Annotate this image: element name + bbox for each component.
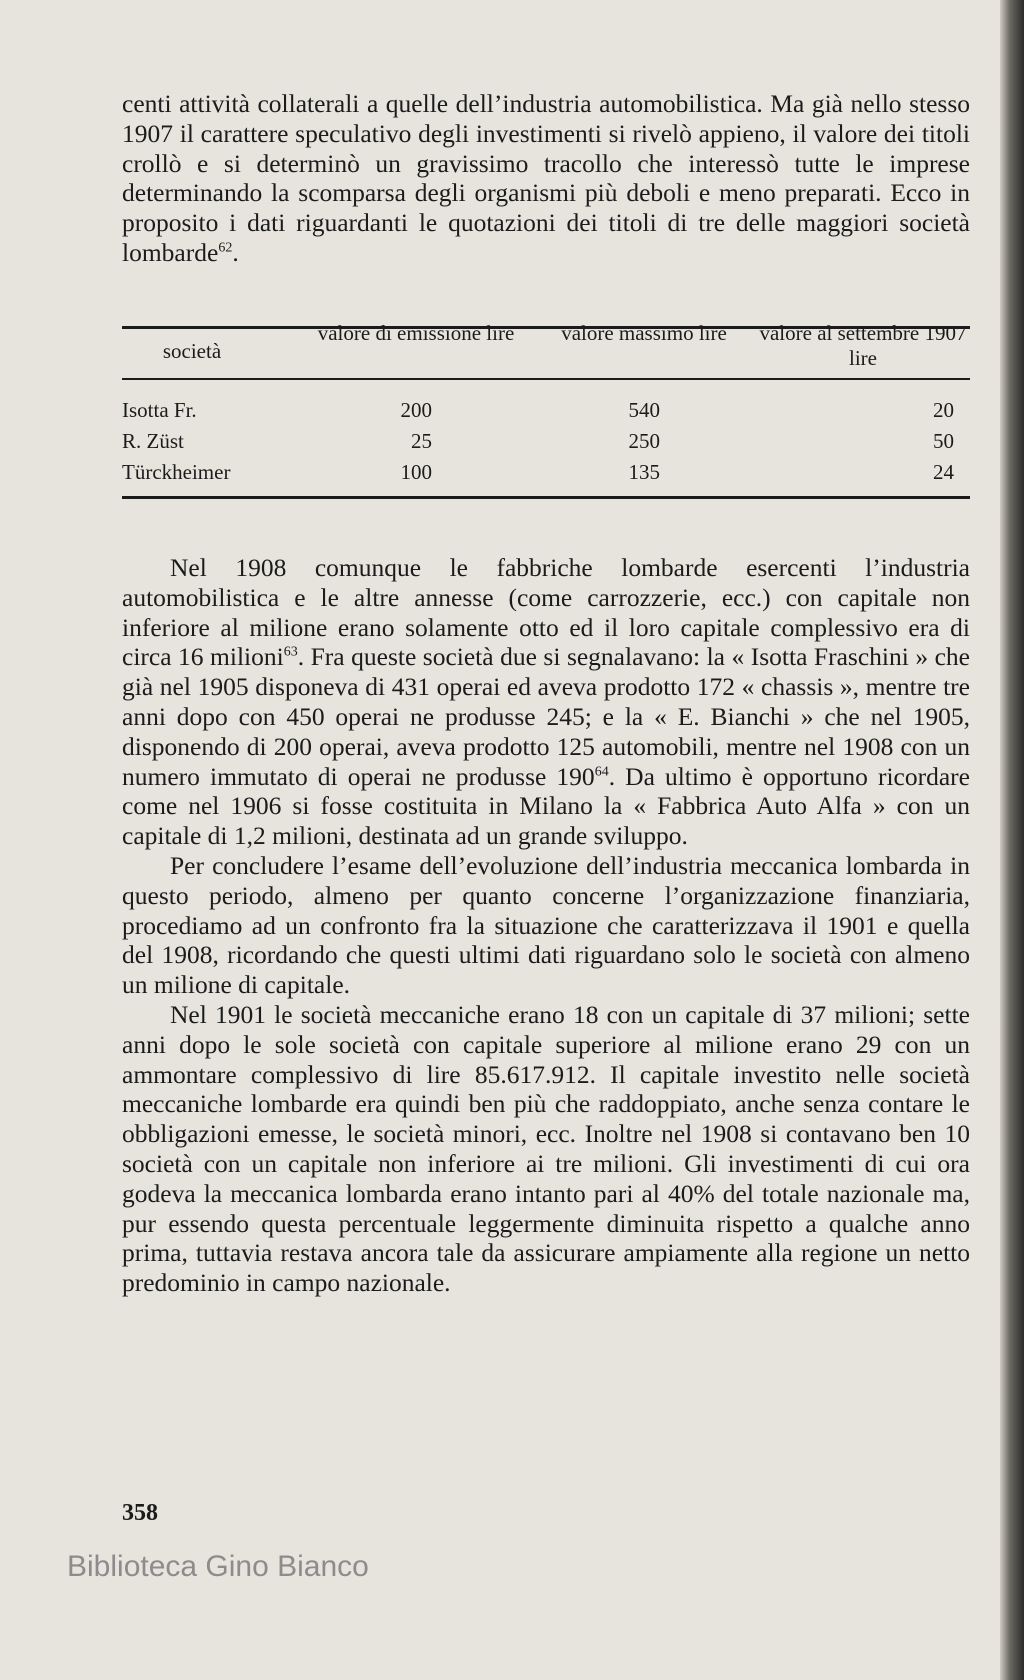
row-max: 135	[628, 460, 660, 484]
row-emission: 100	[400, 460, 432, 484]
table-header-rule	[122, 378, 970, 380]
paragraph-1-end: .	[232, 237, 239, 267]
paragraph-4: Nel 1901 le società meccaniche erano 18 con un capitale di 37 milioni; sette anni dopo le sole società con capitale superiore al milione erano 29 con un ammontare complessivo di lire 85.617.912. Il capitale investito nelle società meccaniche lombarde era quindi ben più che raddoppiato, anche senza contare le obbligazioni emesse, le società minori, ecc. Inoltre nel 1908 si contavano ben 10 società con un capitale non inferiore ai tre milioni. Gli investimenti di cui ora godeva la meccanica lombarda erano intanto pari al 40% del totale nazionale ma, pur essendo questa percentuale leggermente diminuita rispetto a qualche anno prima, tuttavia restava ancora tale da assicurare ampiamente alla regione un netto predominio in campo nazionale.	[122, 999, 970, 1298]
row-september: 20	[933, 398, 954, 422]
header-emission: valore di emissione lire	[317, 321, 515, 345]
row-emission: 200	[400, 398, 432, 422]
header-september: valore al settembre 1907 lire	[759, 321, 967, 370]
header-company: società	[162, 339, 222, 363]
page-edge-shadow	[1000, 0, 1024, 1680]
body-text	[122, 553, 970, 1298]
row-emission: 25	[411, 429, 432, 453]
row-max: 250	[628, 429, 660, 453]
row-company: Türckheimer	[122, 460, 231, 484]
footnote-ref-62: 62	[218, 240, 233, 256]
row-september: 50	[933, 429, 954, 453]
paragraph-2-part1: Nel 1908 comunque le fabbriche lombarde esercenti l’industria automobilistica e le altre annesse (come carrozzerie, ecc.) con capitale non inferiore al milione erano solamente otto ed il loro capitale complessivo era di circa 16 milioni	[122, 553, 970, 672]
header-max: valore massimo lire	[561, 321, 727, 345]
footnote-ref-63: 63	[283, 644, 298, 660]
paragraph-1-text: centi attività collaterali a quelle dell’industria automobilistica. Ma già nello stesso 1907 il carattere speculativo degli investimenti si rivelò appieno, il valore dei titoli crollò e si determinò un gravissimo tracollo che interessò tutte le imprese determinando la scomparsa degli organismi più deboli e meno preparati. Ecco in proposito i dati riguardanti le quotazioni dei titoli di tre delle maggiori società lombarde	[122, 89, 970, 267]
paragraph-3: Per concludere l’esame dell’evoluzione dell’industria meccanica lombarda in questo periodo, almeno per quanto concerne l’organizzazione finanziaria, procediamo ad un confronto fra la situazione che caratterizzava il 1901 e quella del 1908, ricordando che questi ultimi dati riguardano solo le società con almeno un milione di capitale.	[122, 850, 970, 1000]
footnote-ref-64: 64	[594, 764, 609, 780]
paragraph-1	[122, 89, 970, 268]
row-september: 24	[933, 460, 954, 484]
page-number: 358	[122, 1500, 158, 1526]
paragraph-2-part2: . Fra queste società due si segnalavano: la « Isotta Fraschini » che già nel 1905 disponeva di 431 operai ed aveva prodotto 172 « chassis », mentre tre anni dopo con 450 operai ne produsse 245; e la « E. Bianchi » che nel 1905, disponendo di 200 operai, aveva prodotto 125 automobili, mentre nel 1908 con un numero immutato di operai ne produsse 190	[122, 642, 970, 791]
row-company: Isotta Fr.	[122, 398, 197, 422]
row-company: R. Züst	[122, 429, 184, 453]
table-bottom-rule	[122, 496, 970, 499]
paragraph-2	[122, 553, 970, 851]
row-max: 540	[628, 398, 660, 422]
library-watermark: Biblioteca Gino Bianco	[67, 1550, 369, 1583]
paragraph-2-part3: . Da ultimo è opportuno ricordare come nel 1906 si fosse costituita in Milano la « Fabbrica Auto Alfa » con un capitale di 1,2 milioni, destinata ad un grande sviluppo.	[122, 761, 970, 851]
